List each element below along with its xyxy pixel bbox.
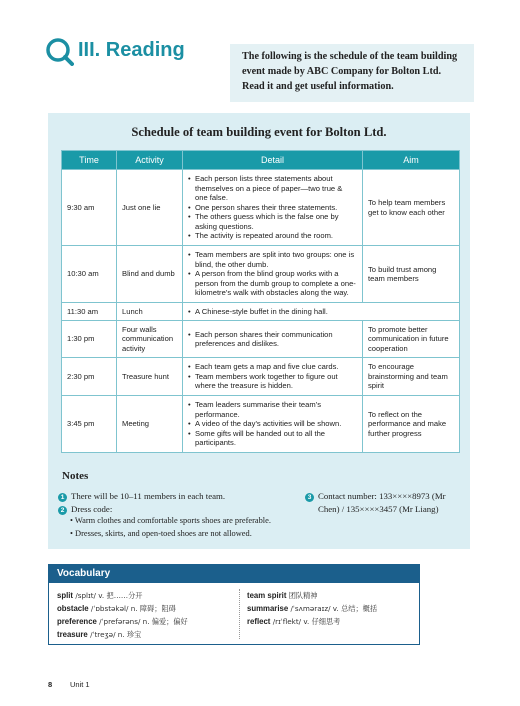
vocab-entry (57, 630, 141, 640)
schedule-title: Schedule of team building event for Bolton Ltd. (131, 125, 387, 139)
detail-cell (183, 170, 363, 246)
vocab-definition: /ˈsʌməraɪz/ v. 总结；概括 (288, 604, 378, 613)
vocab-entry (247, 617, 340, 627)
vocab-entry (57, 617, 188, 627)
vocabulary-title: Vocabulary (49, 565, 419, 583)
schedule-table (61, 150, 460, 453)
vocabulary-box (48, 564, 420, 645)
detail-item: • One person shares their three statements. (188, 203, 357, 213)
table-row (62, 303, 460, 321)
schedule-header-row (62, 151, 460, 170)
unit-label: Unit 1 (70, 680, 90, 689)
note-text: There will be 10–11 members in each team. (71, 491, 226, 501)
note-text: Contact number: 133××××8973 (Mr (318, 491, 446, 501)
page-number: 8 (48, 680, 53, 689)
time-cell: 9:30 am (62, 170, 117, 246)
detail-item: • The activity is repeated around the room. (188, 231, 357, 241)
time-cell: 10:30 am (62, 246, 117, 303)
aim-cell: To build trust among team members (363, 246, 460, 303)
aim-cell: To help team members get to know each other (363, 170, 460, 246)
section-title: III. Reading (78, 39, 185, 61)
note-item (58, 490, 225, 502)
vocab-definition: /rɪˈflekt/ v. 仔细思考 (270, 617, 341, 626)
reading-section-icon (46, 38, 74, 66)
table-row (62, 321, 460, 358)
vocab-entry (247, 604, 377, 614)
vocab-definition: /ˈprefərəns/ n. 偏爱；偏好 (96, 617, 188, 626)
detail-item: • A video of the day’s activities will be shown. (188, 419, 357, 429)
column-header-activity: Activity (117, 151, 183, 170)
vocab-word: split (57, 591, 74, 600)
vocab-entry (57, 604, 176, 614)
table-row (62, 396, 460, 453)
note-number-badge: 3 (305, 493, 314, 502)
note-item (58, 503, 112, 515)
note-text-continuation: Chen) / 135××××3457 (Mr Liang) (318, 504, 439, 514)
schedule-panel (48, 113, 470, 549)
detail-item: • Team members work together to figure out where the treasure is hidden. (188, 372, 357, 391)
detail-item: • A person from the blind group works with a person from the dumb group to complete a one-kilometre’s walk with obstacles along the way. (188, 269, 357, 298)
detail-cell (183, 246, 363, 303)
time-cell: 2:30 pm (62, 358, 117, 396)
note-number-badge: 1 (58, 493, 67, 502)
note-item (305, 490, 446, 502)
detail-cell (183, 396, 363, 453)
detail-item: • Team leaders summarise their team’s performance. (188, 400, 357, 419)
dress-code-text: Warm clothes and comfortable sports shoes are preferable. (74, 516, 271, 525)
table-row (62, 170, 460, 246)
intro-box (230, 44, 474, 102)
note-number-badge: 2 (58, 506, 67, 515)
vocab-definition: /ˈɒbstəkəl/ n. 障碍；阻碍 (88, 604, 176, 613)
vocab-word: reflect (247, 617, 271, 626)
vocab-entry (247, 591, 317, 601)
detail-item: • Each team gets a map and five clue cards. (188, 362, 357, 372)
detail-item: • Each person shares their communication preferences and dislikes. (188, 330, 357, 349)
activity-cell: Four walls communication activity (117, 321, 183, 358)
column-header-time: Time (62, 151, 117, 170)
aim-cell: To promote better communication in future cooperation (363, 321, 460, 358)
activity-cell: Blind and dumb (117, 246, 183, 303)
vocab-word: team spirit (247, 591, 287, 600)
detail-item: • A Chinese-style buffet in the dining hall. (188, 307, 454, 317)
dress-code-item: • Warm clothes and comfortable sports shoes are preferable. (70, 516, 271, 525)
column-header-aim: Aim (363, 151, 460, 170)
detail-cell (183, 321, 363, 358)
vocab-word: preference (57, 617, 97, 626)
vocab-definition: 团队精神 (286, 591, 318, 600)
dress-code-text: Dresses, skirts, and open-toed shoes are not allowed. (75, 529, 252, 538)
notes-title: Notes (62, 470, 89, 482)
vocab-word: treasure (57, 630, 88, 639)
vocab-word: summarise (247, 604, 289, 613)
detail-cell (183, 358, 363, 396)
activity-cell: Just one lie (117, 170, 183, 246)
activity-cell: Lunch (117, 303, 183, 321)
vocab-definition: /splɪt/ v. 把……分开 (73, 591, 143, 600)
column-divider (239, 589, 240, 639)
detail-item: • Some gifts will be handed out to all the participants. (188, 429, 357, 448)
vocab-entry (57, 591, 142, 601)
vocab-word: obstacle (57, 604, 89, 613)
detail-item: • Each person lists three statements about themselves on a piece of paper—two true & one false. (188, 174, 357, 203)
detail-cell (183, 303, 460, 321)
time-cell: 1:30 pm (62, 321, 117, 358)
aim-cell: To encourage brainstorming and team spirit (363, 358, 460, 396)
intro-text: The following is the schedule of the team building event made by ABC Company for Bolton Ltd. Read it and get useful information. (242, 51, 458, 92)
time-cell: 3:45 pm (62, 396, 117, 453)
table-row (62, 246, 460, 303)
detail-item: • The others guess which is the false one by asking questions. (188, 212, 357, 231)
activity-cell: Meeting (117, 396, 183, 453)
time-cell: 11:30 am (62, 303, 117, 321)
detail-item: • Team members are split into two groups: one is blind, the other dumb. (188, 250, 357, 269)
aim-cell: To reflect on the performance and make further progress (363, 396, 460, 453)
activity-cell: Treasure hunt (117, 358, 183, 396)
column-header-detail: Detail (183, 151, 363, 170)
table-row (62, 358, 460, 396)
dress-code-item: • Dresses, skirts, and open-toed shoes are not allowed. (70, 529, 252, 538)
vocab-definition: /ˈtreʒə/ n. 珍宝 (87, 630, 142, 639)
note-text: Dress code: (71, 504, 113, 514)
